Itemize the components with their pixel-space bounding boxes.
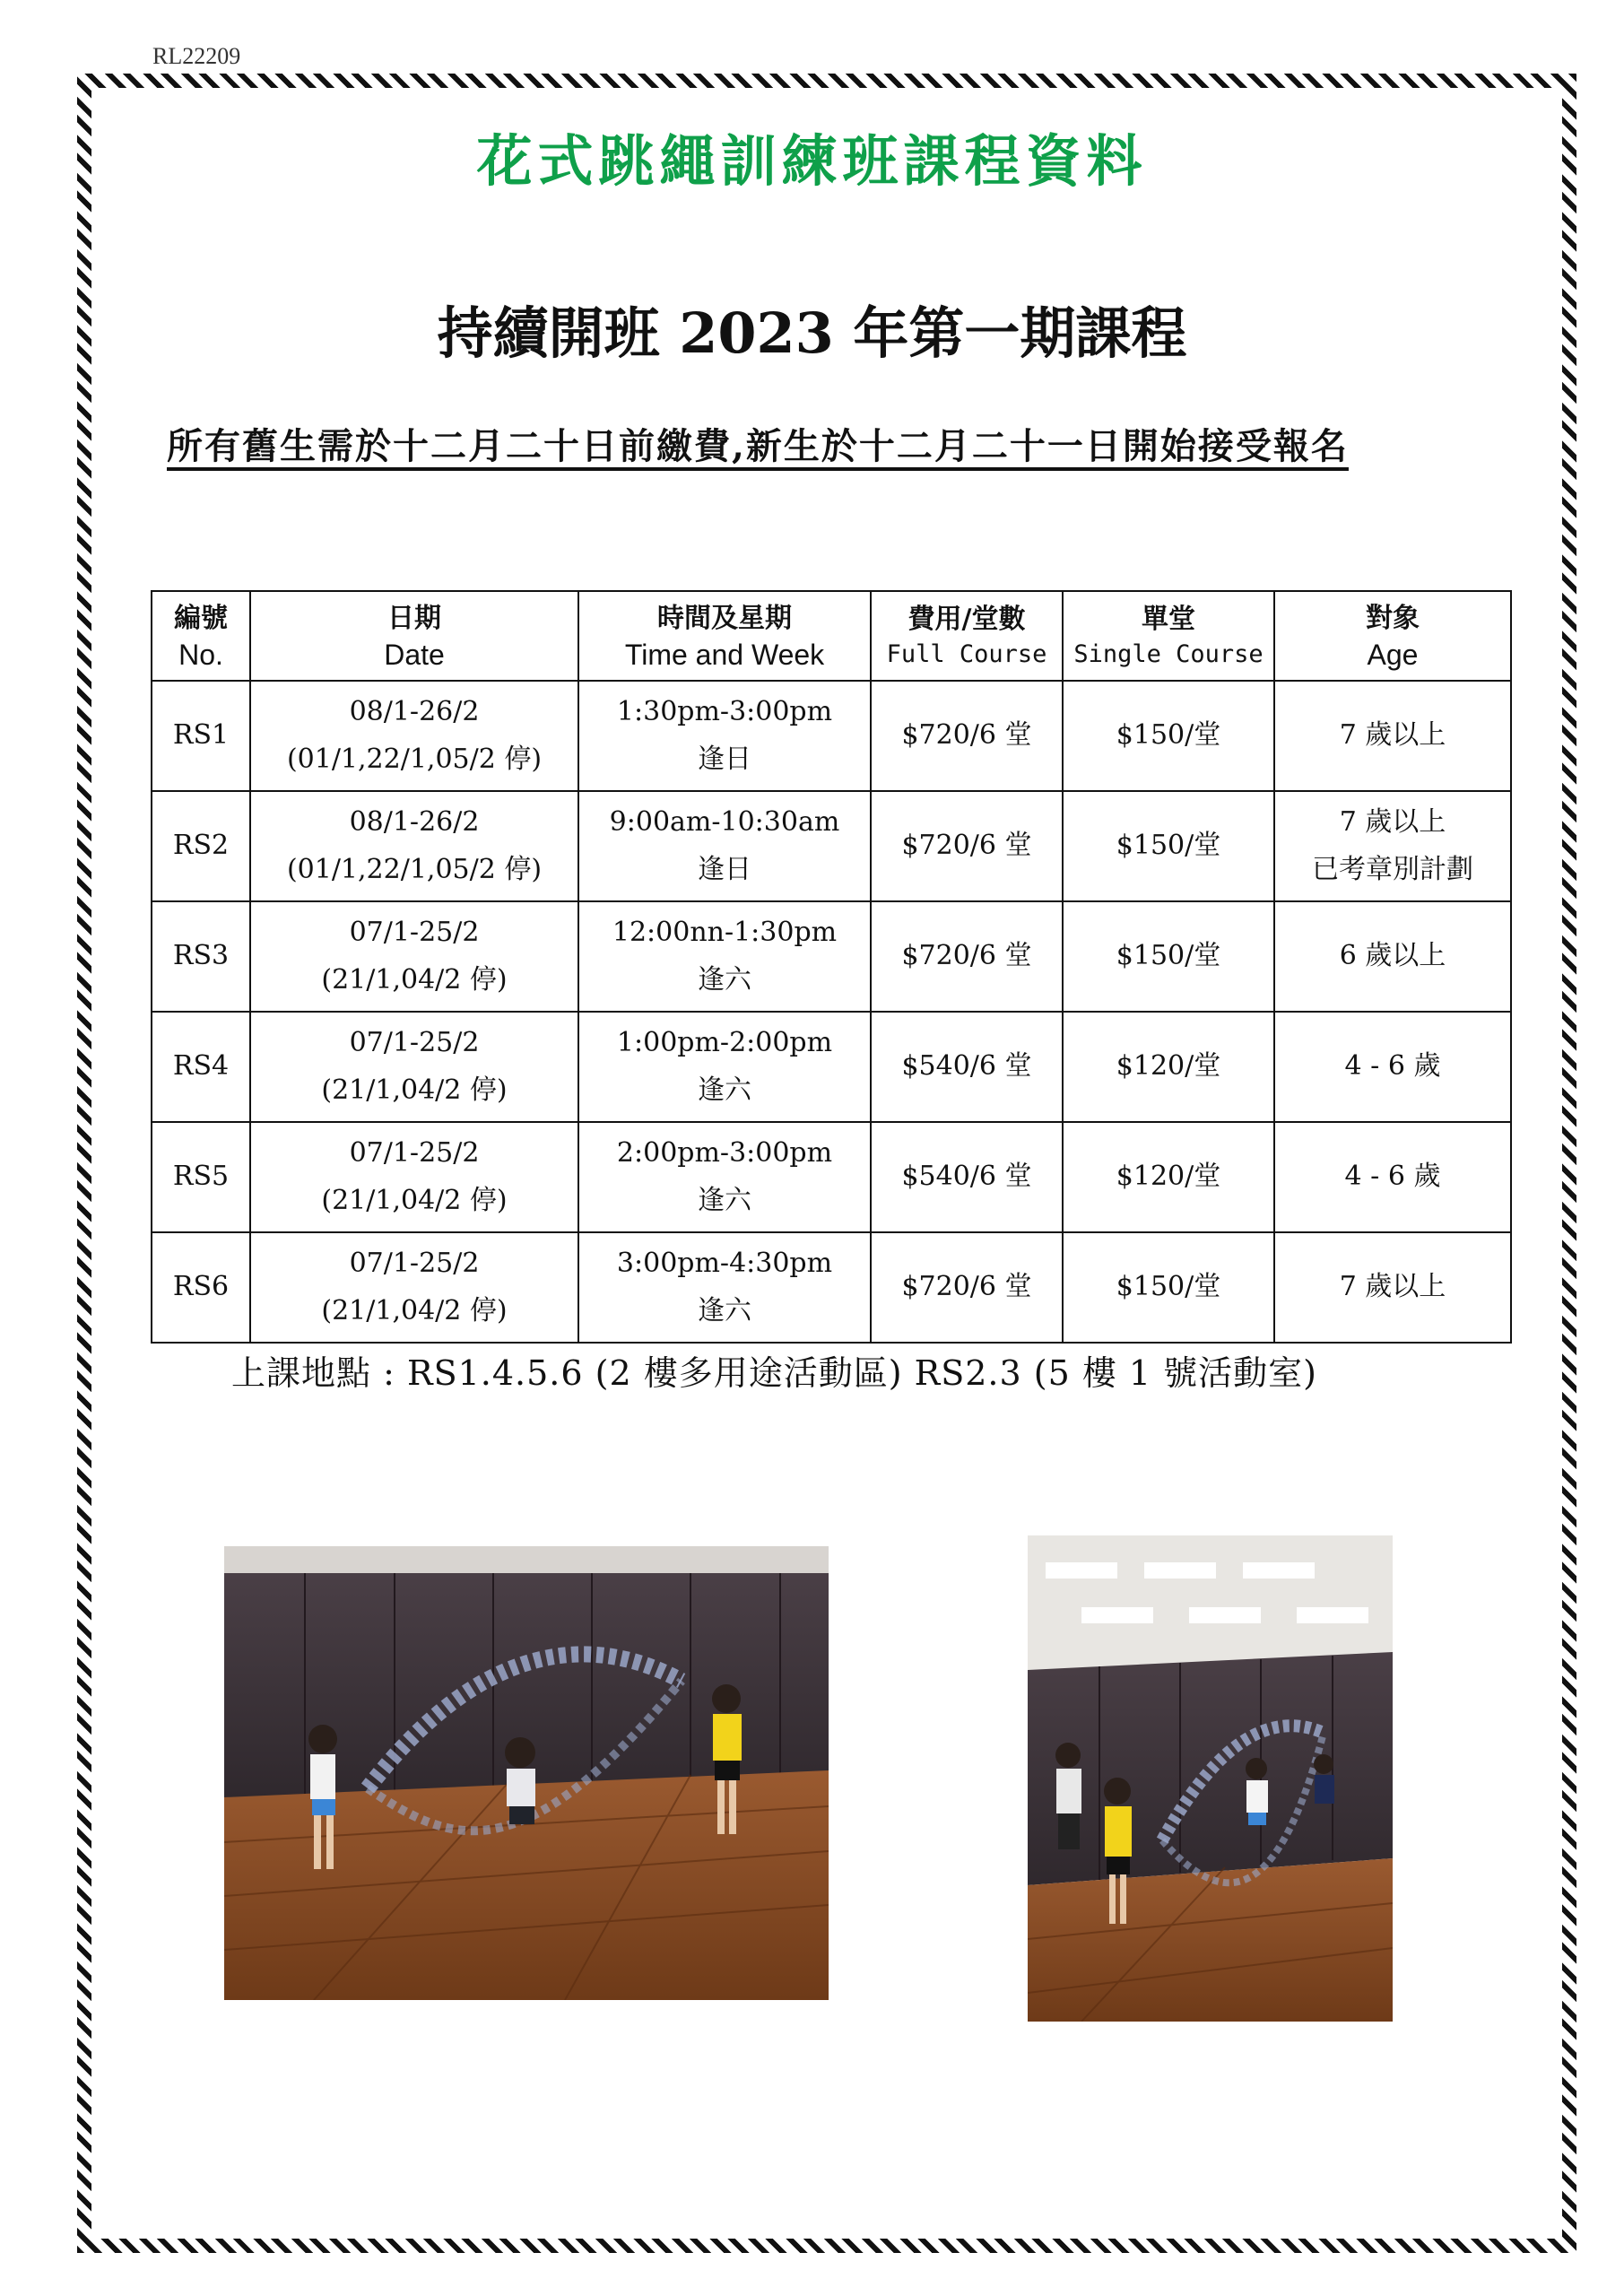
- header-age: 對象 Age: [1274, 591, 1511, 681]
- course-schedule-table: [151, 590, 1512, 1344]
- cell-date: 07/1-25/2 (21/1,04/2 停): [250, 1122, 578, 1232]
- cell-no: RS6: [152, 1232, 250, 1343]
- cell-single-course: $150/堂: [1063, 1232, 1274, 1343]
- table-row: [152, 681, 1511, 791]
- table-row: [152, 901, 1511, 1012]
- rope-skipping-photo-2: [1028, 1535, 1393, 2022]
- cell-no: RS4: [152, 1012, 250, 1122]
- class-location: 上課地點 : RS1.4.5.6 (2 樓多用途活動區) RS2.3 (5 樓 1 號活動室): [231, 1353, 1318, 1393]
- cell-full-course: $720/6 堂: [871, 1232, 1063, 1343]
- header-single-course: 單堂 Single Course: [1063, 591, 1274, 681]
- registration-notice: 所有舊生需於十二月二十日前繳費,新生於十二月二十一日開始接受報名: [167, 425, 1349, 467]
- cell-age: 7 歲以上: [1274, 681, 1511, 791]
- cell-date: 08/1-26/2 (01/1,22/1,05/2 停): [250, 791, 578, 901]
- rope-skipping-photo-1: [224, 1546, 829, 2000]
- header-date: 日期 Date: [250, 591, 578, 681]
- cell-age: 4 - 6 歲: [1274, 1012, 1511, 1122]
- cell-single-course: $120/堂: [1063, 1012, 1274, 1122]
- cell-time: 1:30pm-3:00pm 逢日: [578, 681, 871, 791]
- cell-time: 3:00pm-4:30pm 逢六: [578, 1232, 871, 1343]
- cell-no: RS2: [152, 791, 250, 901]
- cell-single-course: $120/堂: [1063, 1122, 1274, 1232]
- cell-full-course: $720/6 堂: [871, 681, 1063, 791]
- cell-full-course: $540/6 堂: [871, 1122, 1063, 1232]
- cell-full-course: $540/6 堂: [871, 1012, 1063, 1122]
- table-row: [152, 1232, 1511, 1343]
- page-title: 花式跳繩訓練班課程資料: [476, 128, 1148, 194]
- table-row: [152, 1012, 1511, 1122]
- cell-age: 7 歲以上 已考章別計劃: [1274, 791, 1511, 901]
- document-code: RL22209: [152, 43, 241, 69]
- cell-full-course: $720/6 堂: [871, 791, 1063, 901]
- table-row: [152, 791, 1511, 901]
- header-full-course: 費用/堂數 Full Course: [871, 591, 1063, 681]
- cell-time: 1:00pm-2:00pm 逢六: [578, 1012, 871, 1122]
- cell-single-course: $150/堂: [1063, 791, 1274, 901]
- page-subtitle: 持續開班 2023 年第一期課程: [437, 300, 1187, 366]
- cell-date: 08/1-26/2 (01/1,22/1,05/2 停): [250, 681, 578, 791]
- cell-time: 2:00pm-3:00pm 逢六: [578, 1122, 871, 1232]
- cell-age: 6 歲以上: [1274, 901, 1511, 1012]
- cell-time: 12:00nn-1:30pm 逢六: [578, 901, 871, 1012]
- cell-time: 9:00am-10:30am 逢日: [578, 791, 871, 901]
- cell-no: RS3: [152, 901, 250, 1012]
- cell-date: 07/1-25/2 (21/1,04/2 停): [250, 1012, 578, 1122]
- cell-date: 07/1-25/2 (21/1,04/2 停): [250, 1232, 578, 1343]
- cell-no: RS1: [152, 681, 250, 791]
- cell-no: RS5: [152, 1122, 250, 1232]
- header-time: 時間及星期 Time and Week: [578, 591, 871, 681]
- table-header-row: [152, 591, 1511, 681]
- cell-age: 4 - 6 歲: [1274, 1122, 1511, 1232]
- cell-single-course: $150/堂: [1063, 681, 1274, 791]
- table-row: [152, 1122, 1511, 1232]
- cell-single-course: $150/堂: [1063, 901, 1274, 1012]
- cell-full-course: $720/6 堂: [871, 901, 1063, 1012]
- cell-date: 07/1-25/2 (21/1,04/2 停): [250, 901, 578, 1012]
- cell-age: 7 歲以上: [1274, 1232, 1511, 1343]
- header-no: 編號 No.: [152, 591, 250, 681]
